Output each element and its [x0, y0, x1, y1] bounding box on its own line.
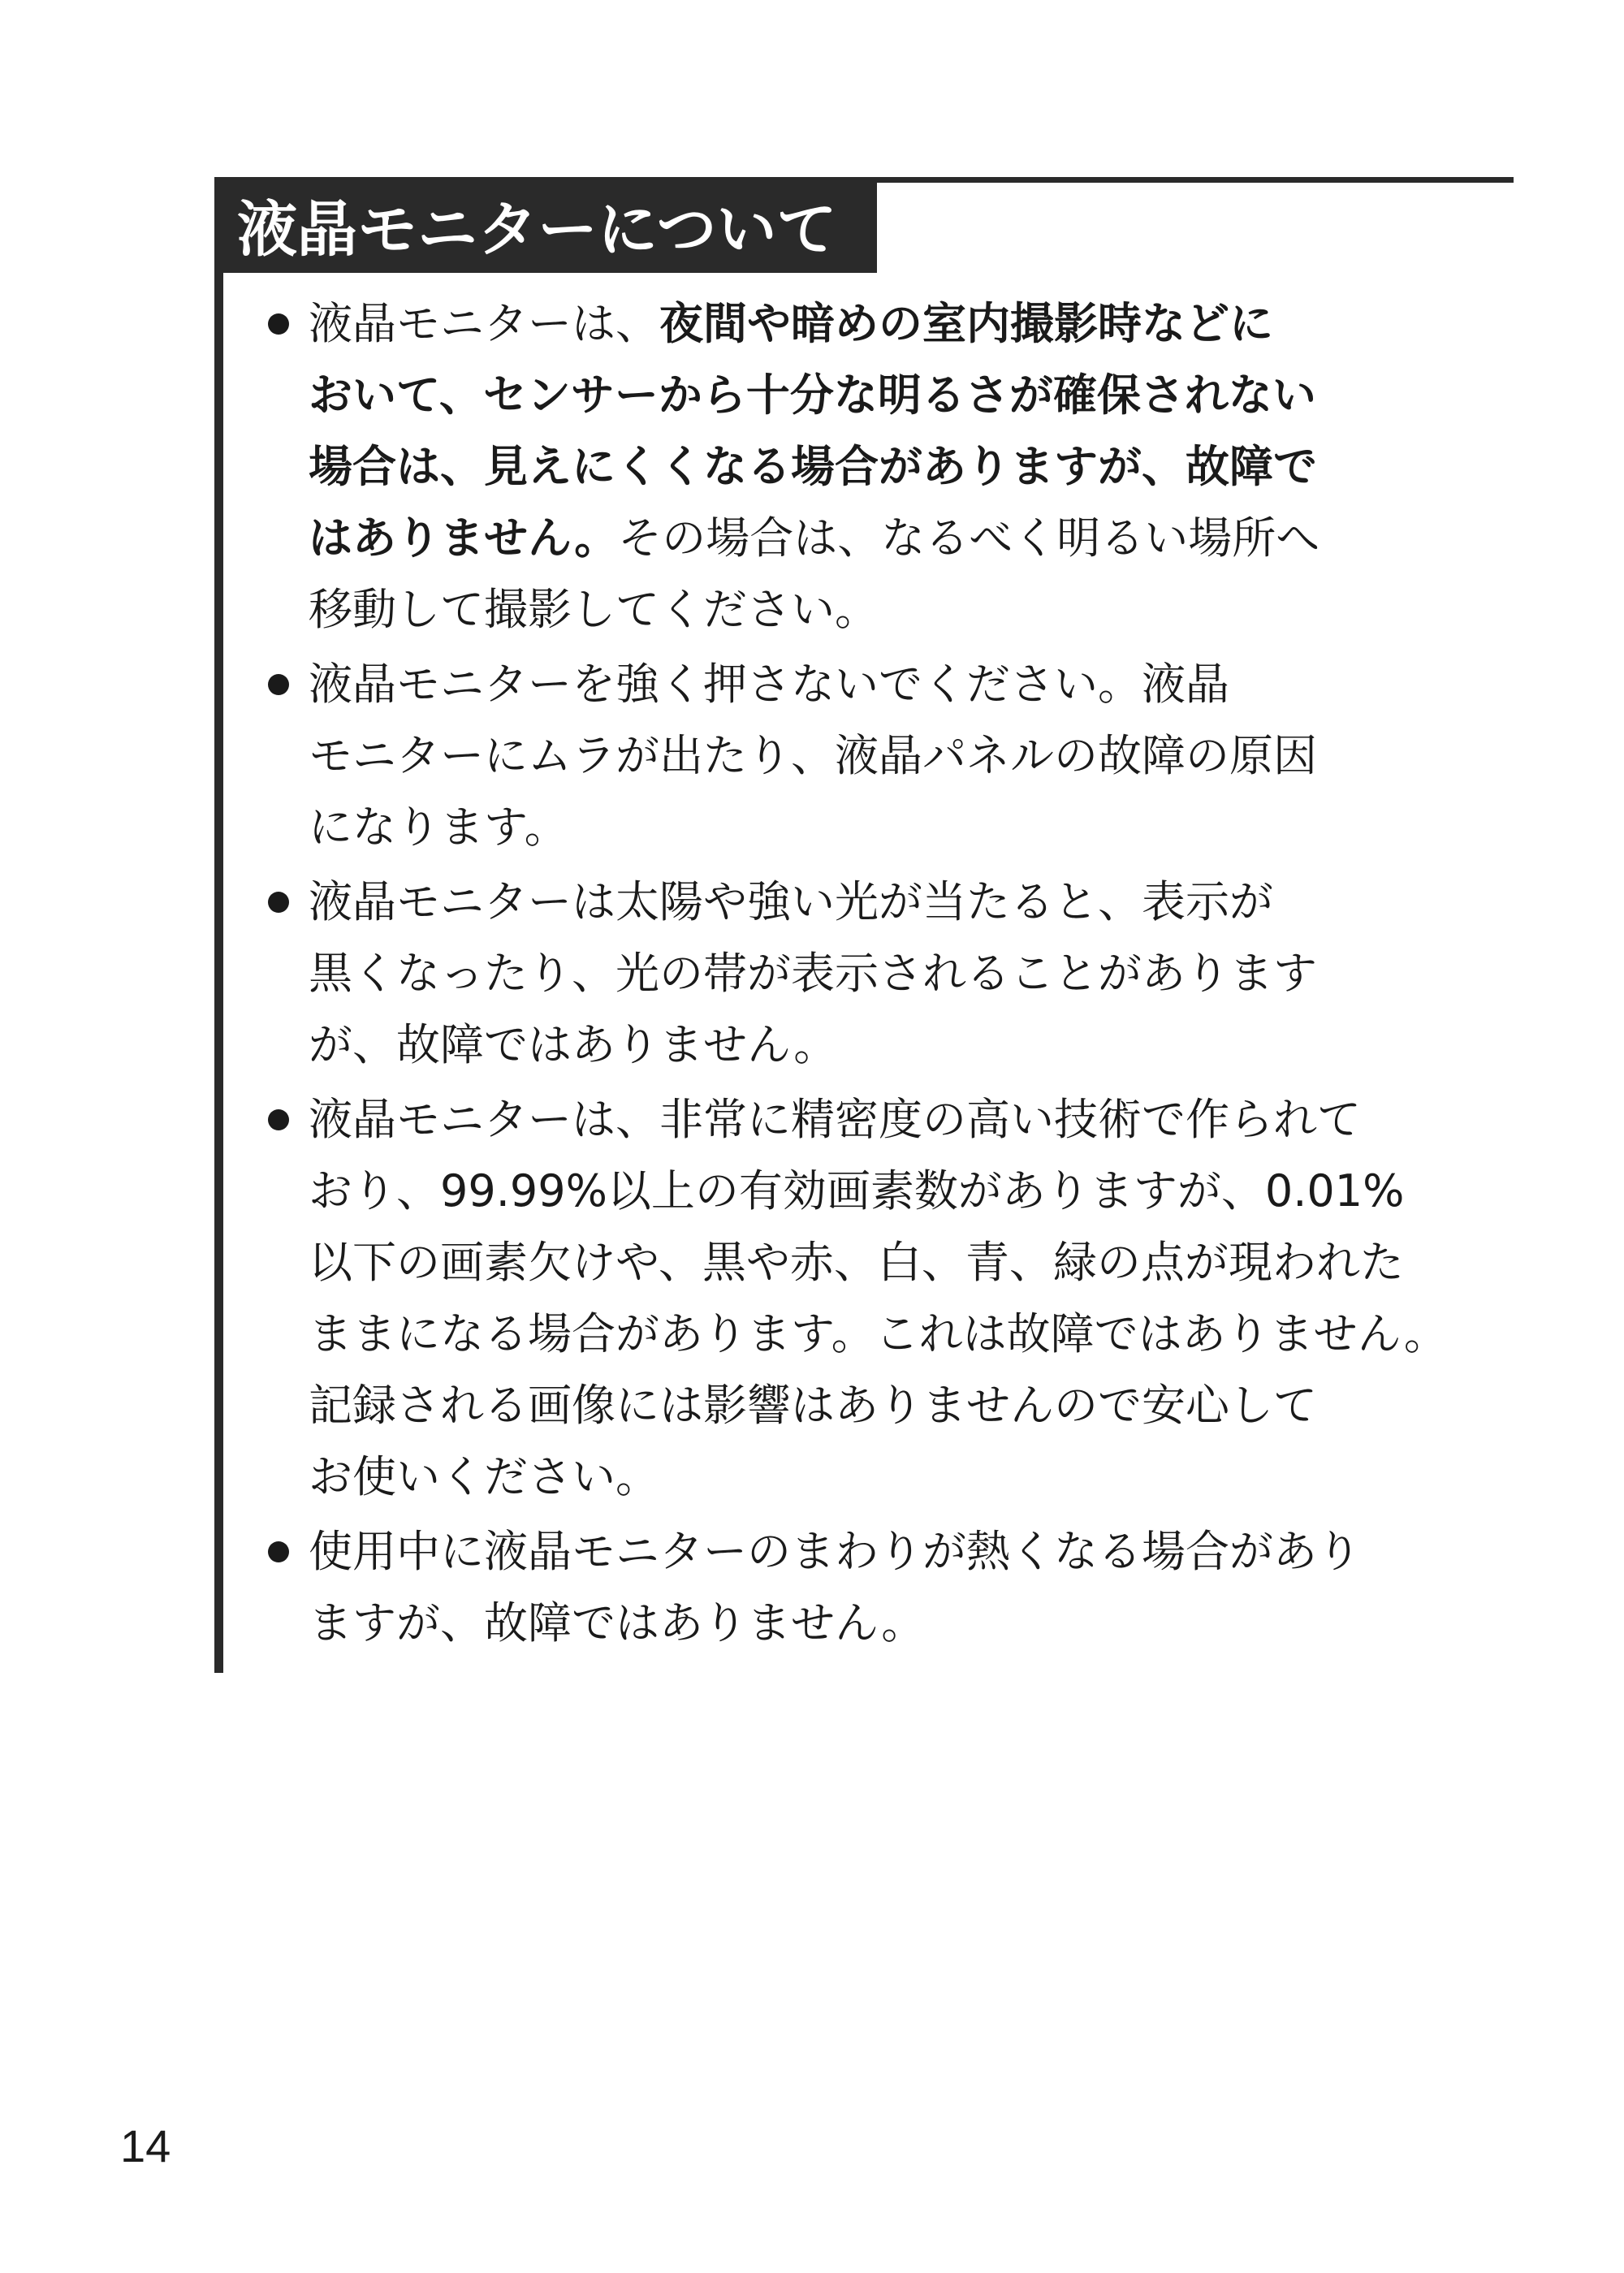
- bullet-line: [309, 288, 1535, 360]
- text-normal: その場合は、なるべく明るい場所へ: [618, 512, 1320, 564]
- text-normal: 液晶モニターは、: [309, 298, 659, 349]
- bullet-line: 黒くなったり、光の帯が表示されることがあります: [309, 948, 1317, 999]
- bullet-item: [268, 1084, 1535, 1513]
- text-normal: 移動して撮影してください。: [309, 584, 879, 635]
- page-number: 14: [120, 2120, 171, 2171]
- bullet-line: 液晶モニターを強く押さないでください。液晶: [309, 659, 1229, 710]
- text-bold: はありません。: [309, 512, 619, 564]
- bullet-line: 以下の画素欠けや、黒や赤、白、青、緑の点が現われた: [309, 1237, 1404, 1288]
- bullet-line: 使用中に液晶モニターのまわりが熱くなる場合があり: [309, 1526, 1361, 1577]
- bullet-item: [268, 1516, 1535, 1659]
- bullet-list: [268, 288, 1535, 1662]
- bullet-line: モニターにムラが出たり、液晶パネルの故障の原因: [309, 730, 1317, 781]
- bullet-dot-icon: [268, 313, 289, 335]
- bullet-dot-icon: [268, 892, 289, 913]
- bullet-dot-icon: [268, 674, 289, 695]
- bullet-line: [309, 574, 1535, 646]
- text-bold: 夜間や暗めの室内撮影時などに: [659, 298, 1273, 349]
- bullet-dot-icon: [268, 1109, 289, 1130]
- bullet-item: [268, 288, 1535, 646]
- text-bold: おいて、センサーから十分な明るさが確保されない: [309, 369, 1316, 421]
- bullet-line: お使いください。: [309, 1451, 659, 1502]
- bullet-line: 記録される画像には影響はありませんので安心して: [309, 1380, 1317, 1431]
- section-left-rule: [214, 177, 223, 1673]
- section-title-text: 液晶モニターについて: [237, 195, 837, 265]
- bullet-dot-icon: [268, 1541, 289, 1562]
- bullet-line: ますが、故障ではありません。: [309, 1597, 926, 1649]
- bullet-line: が、故障ではありません。: [309, 1019, 838, 1070]
- text-bold: 場合は、見えにくくなる場合がありますが、故障で: [309, 441, 1317, 492]
- section-title: [218, 177, 877, 273]
- bullet-line: おり、99.99%以上の有効画素数がありますが、0.01%: [309, 1165, 1405, 1216]
- bullet-line: [309, 360, 1535, 431]
- bullet-item: [268, 649, 1535, 863]
- bullet-line: 液晶モニターは太陽や強い光が当たると、表示が: [309, 876, 1273, 927]
- bullet-line: になります。: [309, 802, 568, 853]
- bullet-line: [309, 503, 1535, 574]
- bullet-item: [268, 866, 1535, 1081]
- bullet-line: 液晶モニターは、非常に精密度の高い技術で作られて: [309, 1094, 1361, 1145]
- bullet-line: [309, 431, 1535, 503]
- bullet-line: ままになる場合があります。これは故障ではありません。: [309, 1308, 1448, 1359]
